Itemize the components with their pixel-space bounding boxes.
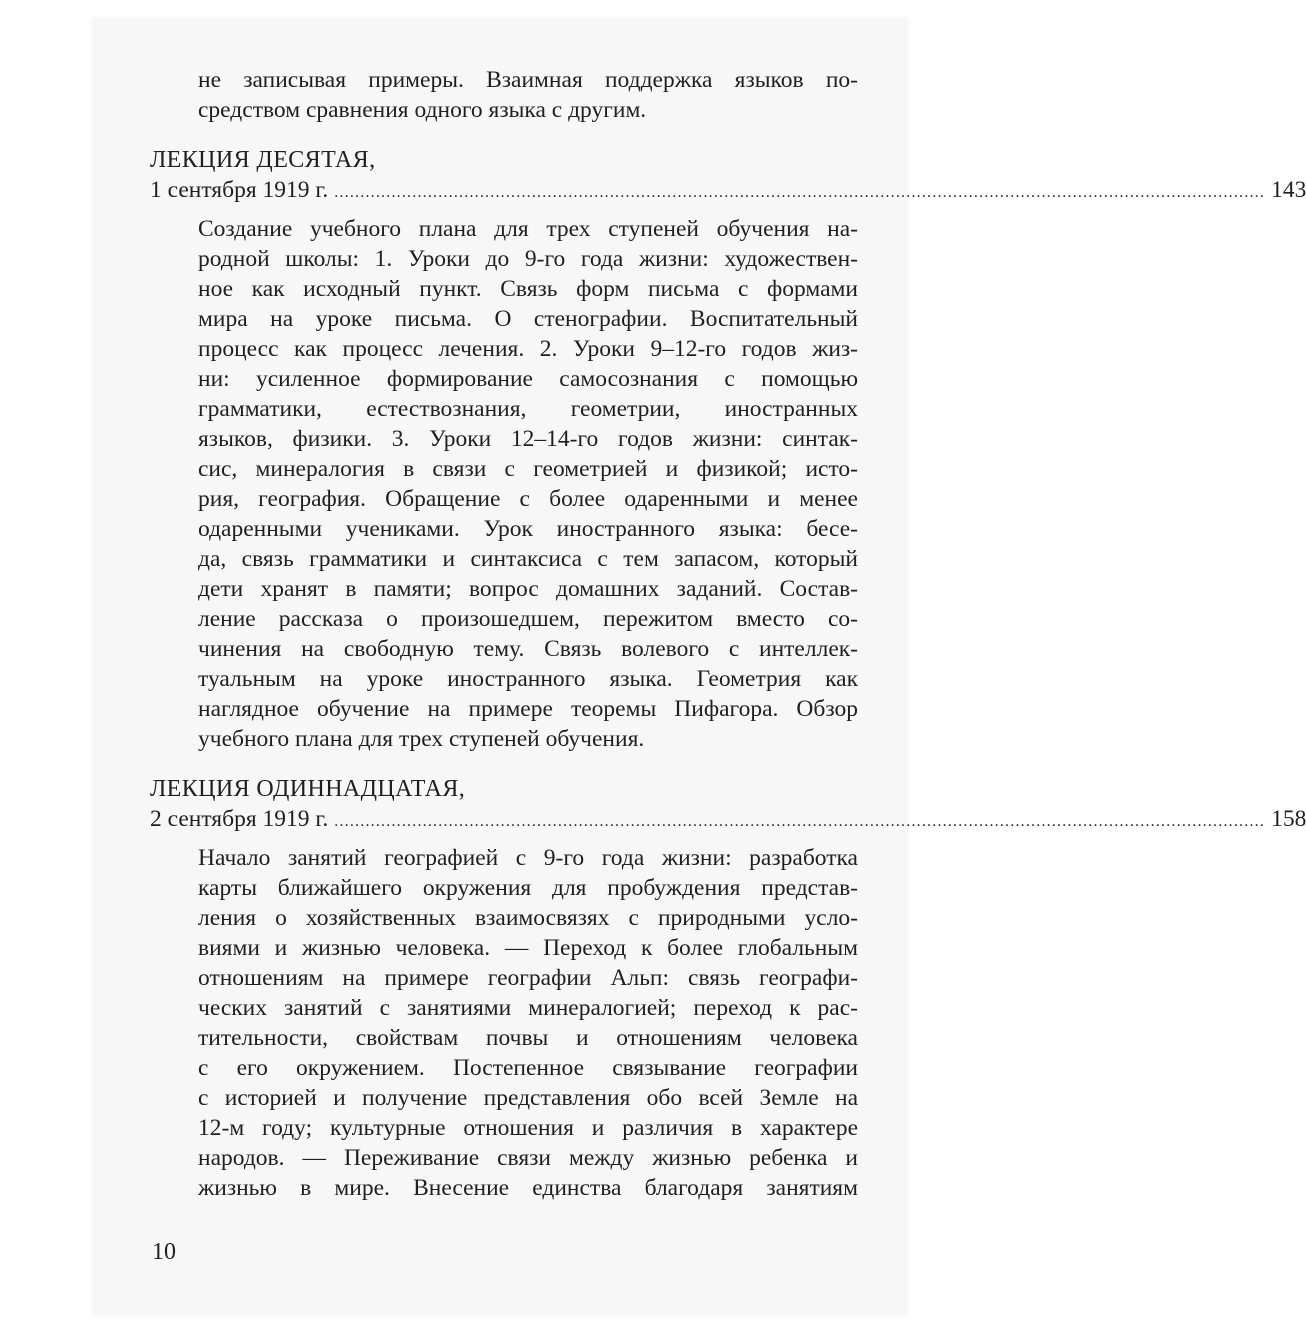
text-line: рия, география. Обращение с более одаренными и менее bbox=[198, 486, 858, 512]
text-line: чинения на свободную тему. Связь волевого с интеллек- bbox=[198, 636, 858, 662]
text-line: средством сравнения одного языка с другим. bbox=[198, 97, 647, 123]
text-line: 12-м году; культурные отношения и различия в характере bbox=[198, 1115, 858, 1141]
dot-leader: ................................................................................................................................................................................... bbox=[334, 184, 1266, 201]
lecture-11-page: 158 bbox=[1271, 806, 1306, 832]
lecture-11-date-row bbox=[150, 804, 1306, 837]
lecture-11-date: 2 сентября 1919 г. bbox=[150, 806, 329, 832]
text-line: мира на уроке письма. О стенографии. Воспитательный bbox=[198, 306, 858, 332]
text-line: карты ближайшего окружения для пробуждения представ- bbox=[198, 875, 858, 901]
text-line: грамматики, естествознания, геометрии, иностранных bbox=[198, 396, 858, 422]
text-line: ни: усиленное формирование самосознания с помощью bbox=[198, 366, 858, 392]
text-line: тительности, свойствам почвы и отношениям человека bbox=[198, 1025, 858, 1051]
text-line: ное как исходный пункт. Связь форм письма с формами bbox=[198, 276, 858, 302]
page-content bbox=[150, 62, 1306, 1203]
lecture-10-date-row bbox=[150, 175, 1306, 208]
text-line: ления о хозяйственных взаимосвязях с природными усло- bbox=[198, 905, 858, 931]
text-line: наглядное обучение на примере теоремы Пифагора. Обзор bbox=[198, 696, 858, 722]
text-line: сис, минералогия в связи с геометрией и физикой; исто- bbox=[198, 456, 858, 482]
text-line: отношениям на примере географии Альп: связь географи- bbox=[198, 965, 858, 991]
text-line: да, связь грамматики и синтаксиса с тем запасом, который bbox=[198, 546, 858, 572]
intro-paragraph bbox=[150, 65, 858, 125]
page-number: 10 bbox=[152, 1239, 176, 1265]
lecture-11-title: ЛЕКЦИЯ ОДИННАДЦАТАЯ, bbox=[150, 776, 466, 802]
text-line: родной школы: 1. Уроки до 9-го года жизни: художествен- bbox=[198, 246, 858, 272]
lecture-10-summary bbox=[150, 214, 858, 754]
text-line: виями и жизнью человека. — Переход к более глобальным bbox=[198, 935, 858, 961]
text-line: с историей и получение представления обо всей Земле на bbox=[198, 1085, 858, 1111]
text-line: туальным на уроке иностранного языка. Геометрия как bbox=[198, 666, 858, 692]
dot-leader: ................................................................................................................................................................................... bbox=[334, 813, 1266, 830]
text-line: дети хранят в памяти; вопрос домашних заданий. Состав- bbox=[198, 576, 858, 602]
text-line: с его окружением. Постепенное связывание географии bbox=[198, 1055, 858, 1081]
lecture-10-date: 1 сентября 1919 г. bbox=[150, 177, 329, 203]
text-line: ческих занятий с занятиями минералогией; переход к рас- bbox=[198, 995, 858, 1021]
text-line: процесс как процесс лечения. 2. Уроки 9–12-го годов жиз- bbox=[198, 336, 858, 362]
text-line: Создание учебного плана для трех ступеней обучения на- bbox=[198, 216, 858, 242]
text-line: одаренными учениками. Урок иностранного языка: бесе- bbox=[198, 516, 858, 542]
text-line: народов. — Переживание связи между жизнью ребенка и bbox=[198, 1145, 858, 1171]
lecture-10-title: ЛЕКЦИЯ ДЕСЯТАЯ, bbox=[150, 147, 376, 173]
text-line: жизнью в мире. Внесение единства благодаря занятиям bbox=[198, 1175, 858, 1201]
lecture-11-entry bbox=[150, 774, 1306, 1203]
lecture-10-entry bbox=[150, 145, 1306, 754]
lecture-11-summary bbox=[150, 843, 858, 1203]
text-line: языков, физики. 3. Уроки 12–14-го годов жизни: синтак- bbox=[198, 426, 858, 452]
text-line: Начало занятий географией с 9-го года жизни: разработка bbox=[198, 845, 858, 871]
text-line: не записывая примеры. Взаимная поддержка языков по- bbox=[198, 67, 858, 93]
text-line: учебного плана для трех ступеней обучения. bbox=[198, 726, 645, 752]
text-line: ление рассказа о произошедшем, пережитом вместо со- bbox=[198, 606, 858, 632]
lecture-10-page: 143 bbox=[1271, 177, 1306, 203]
